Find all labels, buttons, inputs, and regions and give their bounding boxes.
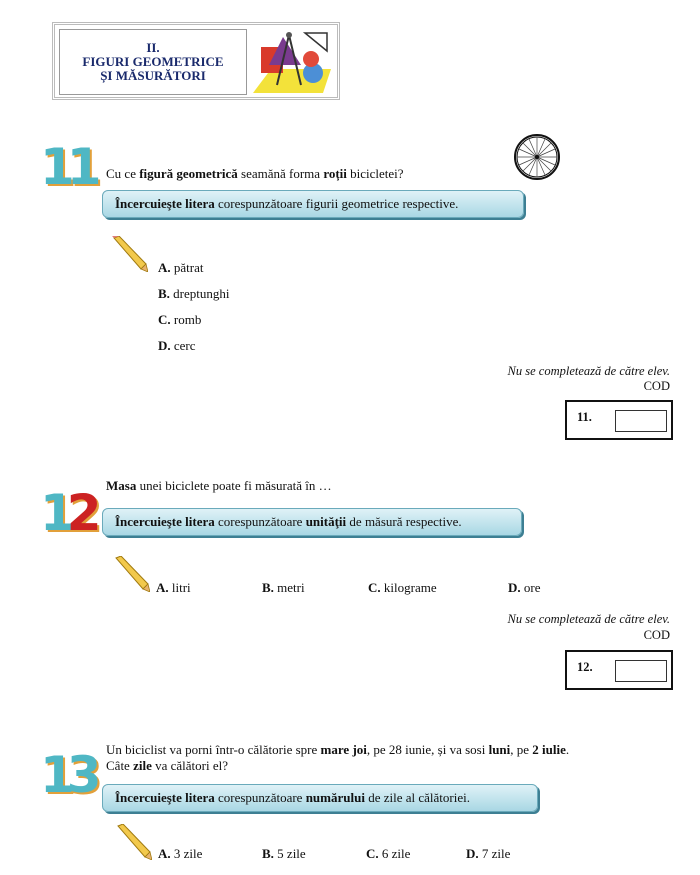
question-11-text: Cu ce figură geometrică seamănă forma roții bicicletei?: [106, 166, 404, 181]
q11-option-a[interactable]: A. pătrat: [158, 260, 204, 275]
q12-code-box: [565, 650, 673, 690]
question-13-instruction: Încercuieşte litera corespunzătoare numărului de zile al călătoriei.: [102, 784, 538, 812]
question-13-line1: Un biciclist va porni într-o călătorie spre mare joi, pe 28 iunie, și va sosi luni, pe 2 iulie.: [106, 742, 570, 757]
q12-code-number: 12.: [577, 660, 593, 674]
section-title-box: [59, 29, 247, 95]
q13-option-a[interactable]: A. 3 zile: [158, 846, 203, 861]
question-13-line2: Câte zile va călători el?: [106, 758, 228, 773]
q11-code-box: [565, 400, 673, 440]
section-header: [52, 22, 340, 100]
section-roman: II.: [146, 40, 160, 55]
pencil-icon: [112, 556, 150, 597]
q12-grader-note: Nu se completează de către elev.: [507, 612, 670, 626]
bicycle-wheel-icon: [512, 132, 562, 187]
q11-option-b[interactable]: B. dreptunghi: [158, 286, 230, 301]
pencil-icon: [114, 824, 152, 865]
question-12-instruction: Încercuieşte litera corespunzătoare unităţii de măsură respective.: [102, 508, 522, 536]
question-number-13: 13: [40, 746, 94, 804]
pencil-icon: [110, 236, 148, 277]
question-13-text: [106, 742, 666, 774]
question-12-text: Masa unei biciclete poate fi măsurată în …: [106, 478, 332, 493]
q11-code-number: 11.: [577, 410, 592, 424]
q11-option-c[interactable]: C. romb: [158, 312, 202, 327]
question-number-12: 12: [40, 484, 94, 542]
q12-cod-label: COD: [643, 628, 670, 642]
geometry-tools-illustration: [251, 29, 333, 93]
q11-grader-note: Nu se completează de către elev.: [507, 364, 670, 378]
section-title-line1: FIGURI GEOMETRICE: [82, 54, 224, 69]
question-11-instruction: Încercuieşte litera corespunzătoare figurii geometrice respective.: [102, 190, 524, 218]
q13-option-d[interactable]: D. 7 zile: [466, 846, 511, 861]
q11-cod-label: COD: [643, 379, 670, 393]
q12-option-b[interactable]: B. metri: [262, 580, 305, 595]
q11-code-cell[interactable]: [615, 410, 667, 432]
q12-option-c[interactable]: C. kilograme: [368, 580, 437, 595]
q11-option-d[interactable]: D. cerc: [158, 338, 196, 353]
q13-option-c[interactable]: C. 6 zile: [366, 846, 411, 861]
section-title-line2: ȘI MĂSURĂTORI: [100, 68, 206, 83]
q12-option-a[interactable]: A. litri: [156, 580, 191, 595]
q12-option-d[interactable]: D. ore: [508, 580, 541, 595]
q12-code-cell[interactable]: [615, 660, 667, 682]
q13-option-b[interactable]: B. 5 zile: [262, 846, 306, 861]
question-number-11: 11: [40, 138, 94, 196]
